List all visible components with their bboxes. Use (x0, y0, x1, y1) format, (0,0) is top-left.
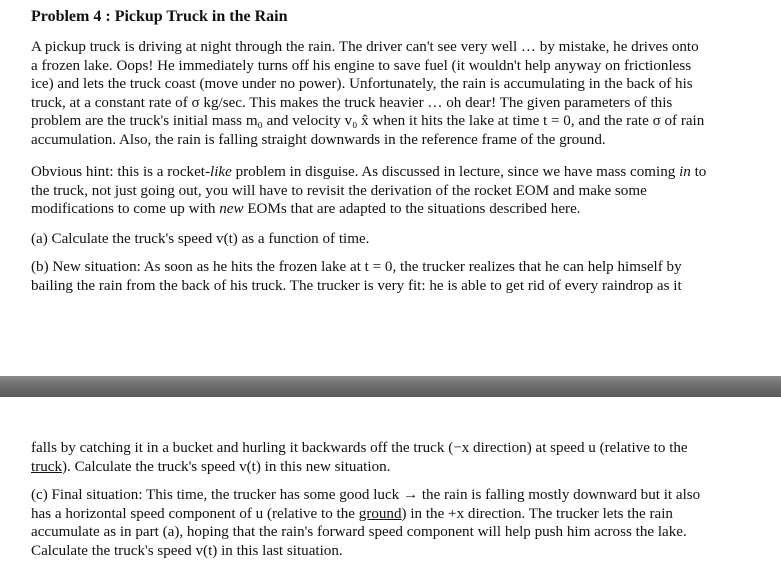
text-line: a frozen lake. Oops! He immediately turns off his engine to save fuel (it wouldn't help anyway on frictionless (31, 57, 692, 74)
text-line: falls by catching it in a bucket and hurling it backwards off the truck (−x direction) at speed u (relative to the (31, 440, 688, 456)
part-b (31, 258, 757, 295)
text-run: has a horizontal speed component of u (relative to the (31, 505, 359, 522)
text-run: ) in the +x direction. The trucker lets the rain (401, 505, 673, 522)
intro-paragraph (31, 38, 757, 150)
text-run: EOMs that are adapted to the situations described here. (243, 201, 581, 218)
part-c (31, 486, 757, 560)
page-separator (0, 376, 781, 397)
text-line: bailing the rain from the back of his truck. The trucker is very fit: he is able to get rid of every raindrop as it (31, 277, 682, 294)
page-bottom (0, 397, 781, 584)
text-line: (b) New situation: As soon as he hits the frozen lake at t = 0, the trucker realizes that he can help himself by (31, 259, 682, 275)
text-run: to (690, 164, 707, 180)
text-line (31, 505, 757, 524)
underlined-text: ground (358, 505, 402, 522)
text-run: modifications to come up with (31, 201, 220, 218)
text-line: truck, at a constant rate of σ kg/sec. This makes the truck heavier … oh dear! The given parameters of this (31, 94, 673, 111)
text-line: accumulation. Also, the rain is falling straight downwards in the reference frame of the ground. (31, 131, 606, 148)
underlined-text: truck (31, 458, 63, 475)
emphasis: in (679, 164, 691, 180)
emphasis: new (219, 201, 244, 218)
hint-paragraph (31, 163, 757, 219)
text-run: problem in disguise. As discussed in lecture, since we have mass coming (231, 164, 680, 180)
part-a (31, 230, 757, 249)
part-b-continued (31, 439, 757, 476)
text-line (31, 458, 757, 477)
problem-title: Problem 4 : Pickup Truck in the Rain (31, 8, 288, 25)
text-line: accumulate as in part (a), hoping that the rain's forward speed component will help push him across the lake. (31, 524, 687, 541)
text-line: (c) Final situation: This time, the trucker has some good luck → the rain is falling mostly downward but it also (31, 487, 701, 503)
text-line: (a) Calculate the truck's speed v(t) as a function of time. (31, 231, 370, 247)
text-line: A pickup truck is driving at night through the rain. The driver can't see very well … by mistake, he drives onto (31, 39, 699, 55)
text-line: problem are the truck's initial mass m₀ and velocity v₀ x̂ when it hits the lake at time t = 0, and the rate σ of rain (31, 113, 705, 130)
text-line (31, 200, 757, 219)
text-line (31, 163, 757, 182)
emphasis: like (210, 164, 232, 180)
text-line: ice) and lets the truck coast (move under no power). Unfortunately, the rain is accumulating in the back of his (31, 76, 693, 93)
text-run: Obvious hint: this is a rocket- (31, 164, 211, 180)
text-line: Calculate the truck's speed v(t) in this last situation. (31, 542, 343, 559)
text-run: ). Calculate the truck's speed v(t) in this new situation. (62, 458, 391, 475)
text-line: the truck, not just going out, you will have to revisit the derivation of the rocket EOM and make some (31, 182, 647, 199)
